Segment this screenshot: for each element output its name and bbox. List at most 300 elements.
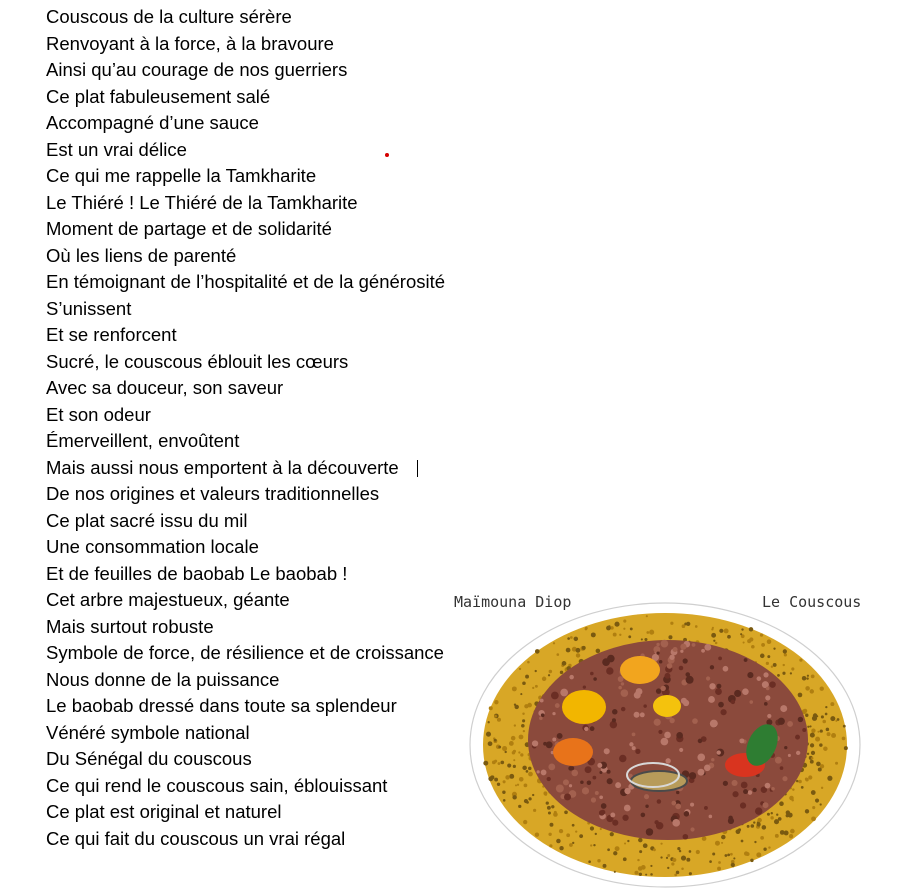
meat-dot [658,730,662,734]
grain-dot [624,842,626,844]
grain-dot [526,770,529,773]
grain-dot [695,625,698,628]
meat-dot [552,712,555,715]
grain-dot [488,741,493,746]
meat-dot [634,712,640,718]
grain-dot [733,857,735,859]
meat-dot [653,646,660,653]
grain-dot [736,829,741,834]
meat-dot [612,820,618,826]
grain-dot [757,818,762,823]
meat-dot [618,686,622,690]
grain-dot [502,791,505,794]
grain-dot [551,805,554,808]
meat-dot [645,804,648,807]
grain-dot [579,834,583,838]
grain-dot [813,713,818,718]
grain-dot [760,654,765,659]
meat-dot [690,827,694,831]
grain-dot [576,653,580,657]
grain-dot [741,628,743,630]
grain-dot [818,768,822,772]
grain-dot [588,860,591,863]
grain-dot [696,850,700,854]
meat-dot [788,754,791,757]
grain-dot [514,705,518,709]
poem-line: Ce qui fait du couscous un vrai régal [46,827,346,849]
meat-dot [765,783,771,789]
meat-dot [656,643,659,646]
grain-dot [808,775,812,779]
grain-dot [569,843,573,847]
grain-dot [817,731,819,733]
meat-dot [718,702,724,708]
meat-dot [584,727,588,731]
grain-dot [668,635,672,639]
poem-line: Avec sa douceur, son saveur [46,377,284,398]
grain-dot [789,796,794,801]
grain-dot [591,632,596,637]
meat-dot [671,801,676,806]
meat-dot [734,690,741,697]
grain-dot [518,805,521,808]
grain-dot [628,635,631,638]
grain-dot [807,675,809,677]
grain-dot [638,866,643,871]
grain-dot [512,795,516,799]
grain-dot [528,797,531,800]
grain-dot [593,844,595,846]
meat-dot [715,688,722,695]
poem-line: Et se renforcent [46,324,177,345]
meat-dot [548,763,555,770]
grain-dot [519,668,521,670]
grain-dot [576,648,581,653]
grain-dot [603,864,607,868]
grain-dot [597,859,600,862]
grain-dot [502,746,507,751]
grain-dot [796,780,798,782]
drawing-title: Le Couscous [762,593,862,611]
meat-dot [710,665,714,669]
grain-dot [643,843,648,848]
meat-dot [763,802,769,808]
meat-dot [568,766,573,771]
grain-dot [559,846,563,850]
grain-dot [775,834,779,838]
grain-dot [820,730,823,733]
grain-dot [677,847,680,850]
grain-dot [811,757,813,759]
meat-dot [692,643,696,647]
grain-dot [488,721,490,723]
grain-dot [575,831,577,833]
grain-dot [754,841,756,843]
grain-dot [811,790,816,795]
grain-dot [615,846,620,851]
grain-dot [709,860,712,863]
meat-dot [644,794,649,799]
grain-dot [711,633,716,638]
grain-dot [535,685,538,688]
grain-dot [811,751,815,755]
grain-dot [572,842,574,844]
meat-dot [706,676,710,680]
couscous-drawing [440,580,907,890]
meat-dot [590,672,594,676]
grain-dot [830,702,834,706]
meat-dot [749,700,753,704]
grain-dot [623,620,626,623]
meat-dot [622,815,628,821]
meat-dot [778,718,785,725]
grain-dot [524,784,528,788]
grain-dot [532,687,534,689]
grain-dot [500,761,504,765]
meat-dot [593,677,597,681]
grain-dot [542,677,546,681]
grain-dot [721,842,723,844]
grain-dot [713,640,715,642]
meat-dot [780,705,787,712]
meat-dot [710,720,718,728]
grain-dot [490,775,494,779]
grain-dot [731,863,735,867]
grain-dot [790,672,792,674]
meat-dot [590,726,595,731]
grain-dot [811,729,815,733]
meat-dot [615,782,621,788]
meat-dot [599,771,602,774]
grain-dot [546,801,549,804]
meat-dot [656,688,661,693]
grain-dot [489,706,493,710]
meat-dot [657,799,662,804]
poem-line: Le Thiéré ! Le Thiéré de la Tamkharite [46,191,358,213]
grain-dot [792,788,794,790]
grain-dot [572,824,575,827]
meat-dot [684,811,690,817]
grain-dot [844,746,848,750]
grain-dot [724,854,727,857]
grain-dot [809,725,811,727]
meat-dot [665,673,671,679]
vegetable-carrot [553,738,593,766]
red-dot-mark [385,153,389,157]
meat-dot [546,741,553,748]
grain-dot [842,737,846,741]
meat-dot [660,686,665,691]
meat-dot [600,810,605,815]
poem-line: Émerveillent, envoûtent [46,430,240,451]
grain-dot [639,873,642,876]
poem-line: Où les liens de parenté [46,244,237,266]
poem-line: Et son odeur [46,403,151,425]
meat-dot [563,779,569,785]
vegetable-squash-small [653,695,681,717]
meat-dot [744,658,748,662]
poem [46,4,445,852]
meat-dot [732,780,738,786]
meat-dot [551,692,559,700]
grain-dot [807,753,809,755]
meat-dot [704,765,711,772]
grain-dot [843,725,846,728]
grain-dot [784,653,787,656]
grain-dot [801,786,804,789]
grain-dot [513,750,516,753]
grain-dot [743,642,745,644]
meat-dot [612,709,617,714]
grain-dot [623,628,625,630]
grain-dot [771,666,773,668]
grain-dot [548,812,551,815]
meat-dot [597,763,602,768]
grain-dot [634,871,638,875]
meat-dot [740,802,746,808]
grain-dot [483,761,488,766]
grain-dot [497,783,500,786]
grain-dot [805,714,808,717]
meat-dot [795,735,800,740]
grain-dot [730,853,733,856]
grain-dot [619,634,621,636]
meat-dot [632,733,636,737]
grain-dot [717,867,721,871]
meat-dot [732,791,738,797]
vegetable-squash [620,656,660,684]
meat-dot [571,770,578,777]
grain-dot [679,850,681,852]
grain-dot [740,633,742,635]
meat-dot [709,815,713,819]
grain-dot [644,638,647,641]
meat-dot [661,640,669,648]
grain-dot [756,852,761,857]
meat-dot [775,757,782,764]
meat-dot [680,650,683,653]
meat-dot [555,703,560,708]
grain-dot [719,629,723,633]
grain-dot [522,719,525,722]
grain-dot [535,649,540,654]
meat-dot [643,704,646,707]
meat-dot [698,769,705,776]
meat-dot [635,749,640,754]
grain-dot [553,812,558,817]
grain-dot [614,622,619,627]
meat-dot [612,718,616,722]
grain-dot [767,639,772,644]
grain-dot [532,794,534,796]
grain-dot [770,816,773,819]
poem-line: Ce plat fabuleusement salé [46,85,271,107]
meat-dot [764,702,768,706]
meat-dot [583,686,586,689]
vegetable-pumpkin [562,690,606,724]
grain-dot [830,716,835,721]
meat-dot [621,689,629,697]
meat-dot [704,806,708,810]
meat-dot [540,699,544,703]
grain-dot [825,713,828,716]
grain-dot [819,743,822,746]
grain-dot [504,751,506,753]
poem-line: Du Sénégal du couscous [46,748,252,769]
grain-dot [585,627,588,630]
grain-dot [747,825,750,828]
meat-dot [607,655,615,663]
meat-dot [610,813,615,818]
meat-dot [624,788,630,794]
grain-dot [825,706,827,708]
grain-dot [712,627,714,629]
grain-dot [549,670,552,673]
grain-dot [614,871,616,873]
grain-dot [815,737,820,742]
grain-dot [810,733,815,738]
grain-dot [660,843,662,845]
grain-dot [637,859,639,861]
grain-dot [613,851,617,855]
grain-dot [522,766,527,771]
meat-dot [748,790,753,795]
meat-dot [681,698,687,704]
meat-dot [665,758,670,763]
grain-dot [503,799,506,802]
poem-line: Ainsi qu’au courage de nos guerriers [46,59,348,80]
meat-dot [539,717,543,721]
meat-dot [798,717,803,722]
grain-dot [788,813,793,818]
grain-dot [715,642,718,645]
meat-dot [679,666,684,671]
grain-dot [820,687,824,691]
meat-dot [547,777,551,781]
grain-dot [681,855,686,860]
grain-dot [807,726,809,728]
grain-dot [768,846,770,848]
grain-dot [590,844,592,846]
grain-dot [528,772,533,777]
poem-line: Est un vrai délice [46,138,187,160]
poem-line: Ce qui me rappelle la Tamkharite [46,165,317,186]
grain-dot [606,626,611,631]
grain-dot [771,812,773,814]
meat-dot [569,784,572,787]
grain-dot [810,760,814,764]
grain-dot [560,671,563,674]
grain-dot [760,633,763,636]
meat-dot [661,738,669,746]
grain-dot [498,762,501,765]
grain-dot [823,746,827,750]
meat-dot [728,816,732,820]
grain-dot [639,850,642,853]
grain-dot [789,834,793,838]
grain-dot [827,732,831,736]
meat-dot [766,687,770,691]
grain-dot [562,661,567,666]
grain-dot [645,874,647,876]
grain-dot [564,810,568,814]
grain-dot [762,825,767,830]
grain-dot [767,813,770,816]
grain-dot [638,838,642,842]
meat-dot [582,787,589,794]
meat-dot [743,789,748,794]
meat-dot [757,676,762,681]
grain-dot [724,628,729,633]
grain-dot [630,627,633,630]
grain-dot [667,867,669,869]
grain-dot [799,659,802,662]
grain-dot [780,830,785,835]
grain-dot [505,775,509,779]
grain-dot [515,784,517,786]
meat-dot [532,740,538,746]
meat-dot [717,684,722,689]
meat-dot [585,766,592,773]
grain-dot [790,829,795,834]
meat-dot [629,742,633,746]
grain-dot [835,720,837,722]
grain-dot [805,686,810,691]
poem-line: De nos origines et valeurs traditionnelles [46,483,380,504]
poem-line: Accompagné d’une sauce [46,112,259,133]
grain-dot [805,809,809,813]
grain-dot [806,677,808,679]
meat-dot [624,805,631,812]
grain-dot [667,854,670,857]
meat-dot [607,778,613,784]
grain-dot [567,637,570,640]
meat-dot [780,766,784,770]
grain-dot [513,759,515,761]
meat-dot [606,667,613,674]
meat-dot [580,780,583,783]
meat-dot [784,746,787,749]
grain-dot [513,765,516,768]
grain-dot [649,630,654,635]
grain-dot [518,751,520,753]
grain-dot [653,848,656,851]
grain-dot [548,674,550,676]
meat-dot [587,780,592,785]
grain-dot [718,861,721,864]
meat-dot [618,676,624,682]
grain-dot [600,828,602,830]
grain-dot [777,674,780,677]
grain-dot [821,787,823,789]
grain-dot [805,777,808,780]
meat-dot [796,751,800,755]
meat-dot [689,772,696,779]
grain-dot [526,801,529,804]
grain-dot [811,675,815,679]
grain-dot [820,803,822,805]
grain-dot [727,635,731,639]
grain-dot [522,713,524,715]
grain-dot [535,670,537,672]
meat-dot [739,738,744,743]
grain-dot [613,633,617,637]
grain-dot [509,774,514,779]
grain-dot [521,724,525,728]
grain-dot [810,743,814,747]
grain-dot [610,832,614,836]
grain-dot [779,801,784,806]
